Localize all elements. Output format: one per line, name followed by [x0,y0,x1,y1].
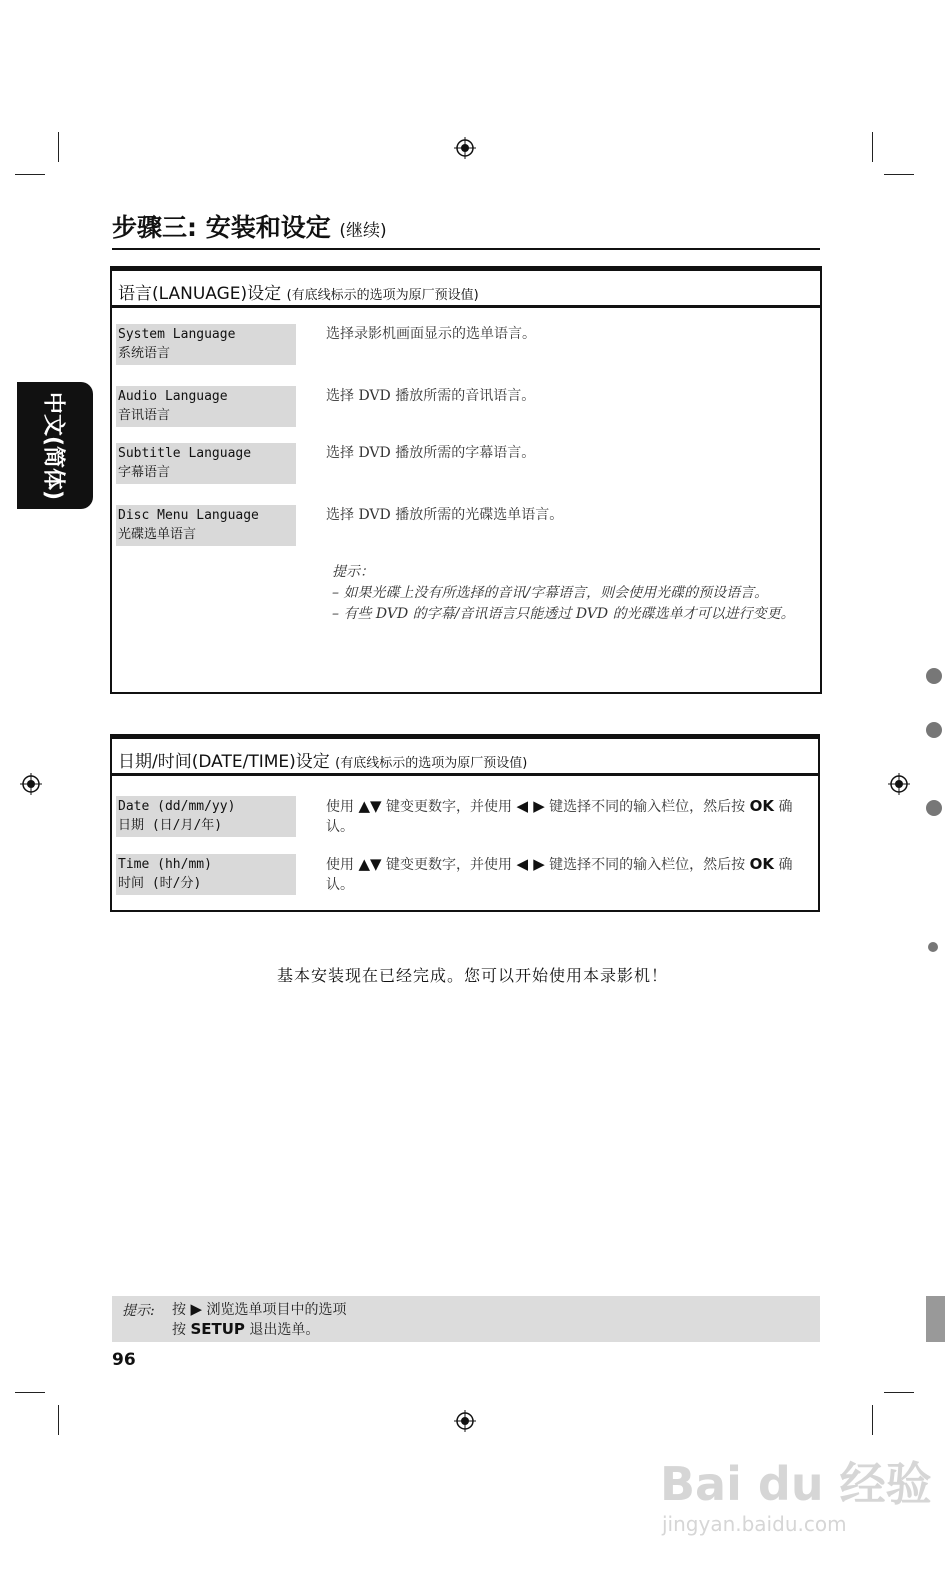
edge-dot [926,722,942,738]
completion-message: 基本安装现在已经完成。您可以开始使用本录影机！ [276,966,668,985]
desc-text: 使用 [326,799,359,815]
label-chinese: 日期 (日/月/年) [118,818,223,833]
tip-line: – 如果光碟上没有所选择的音讯/字幕语言，则会使用光碟的预设语言。 [332,585,769,601]
page-title [112,208,387,244]
table-heading-text: 日期/时间(DATE/TIME)设定 [118,752,330,772]
desc-text: 确认。 [326,857,793,893]
label-chinese: 系统语言 [118,346,171,361]
crop-mark [884,174,914,175]
label-chinese: 字幕语言 [118,465,171,480]
table-heading [112,268,820,308]
table-row-label [116,324,296,365]
label-english: Audio Language [118,389,228,404]
tip-bar-line [172,1299,346,1319]
up-down-keys: ▲▼ [358,855,382,873]
desc-text: 使用 [326,857,359,873]
crop-mark [872,132,873,162]
baidu-watermark [660,1440,932,1550]
desc-text: 键选择不同的输入栏位，然后按 [544,799,750,815]
crop-mark [58,132,59,162]
registration-mark-icon [454,1410,476,1432]
desc-text: 键选择不同的输入栏位，然后按 [544,857,750,873]
table-row-label [116,854,296,895]
label-english: Date (dd/mm/yy) [118,799,236,814]
left-right-keys: ◀ ▶ [516,797,545,815]
right-key: ▶ [190,1300,202,1318]
label-english: System Language [118,327,236,342]
registration-mark-icon [20,773,42,795]
label-english: Time (hh/mm) [118,857,212,872]
label-chinese: 时间 (时/分) [118,876,202,891]
edge-tab [926,1296,945,1342]
watermark-url: jingyan.baidu.com [662,1512,847,1536]
desc-text: 键变更数字，并使用 [381,857,517,873]
page-number: 96 [112,1350,136,1370]
side-tab-label: 中文(简体) [40,391,66,500]
crop-mark [884,1392,914,1393]
title-divider [112,248,820,250]
crop-mark [15,174,45,175]
ok-key: OK [749,855,775,873]
tip-line: – 有些 DVD 的字幕/音讯语言只能透过 DVD 的光碟选单才可以进行变更。 [332,606,795,622]
table-row-label [116,443,296,484]
edge-dot [926,668,942,684]
crop-mark [872,1405,873,1435]
table-heading-note: (有底线标示的选项为原厂预设值) [335,756,528,771]
table-heading [112,736,818,776]
label-english: Subtitle Language [118,446,252,461]
row-description [326,854,816,895]
tip-text: 按 [172,1322,191,1338]
label-chinese: 光碟选单语言 [118,527,197,542]
datetime-settings-table [110,734,820,912]
table-row-label [116,386,296,427]
language-settings-table [110,266,822,694]
desc-text: 键变更数字，并使用 [381,799,517,815]
page-title-suffix: (继续) [339,221,387,241]
watermark-brand: Bai du 经验 [660,1457,932,1511]
crop-mark [58,1405,59,1435]
label-english: Disc Menu Language [118,508,259,523]
crop-mark [15,1392,45,1393]
tip-bar-label: 提示: [122,1303,155,1319]
registration-mark-icon [454,137,476,159]
edge-dot [926,800,942,816]
left-right-keys: ◀ ▶ [516,855,545,873]
row-description: 选择录影机画面显示的选单语言。 [326,326,536,342]
tip-text: 退出选单。 [244,1322,320,1338]
tip-bar-line [172,1319,319,1339]
up-down-keys: ▲▼ [358,797,382,815]
registration-mark-icon [888,773,910,795]
edge-dot [928,942,938,952]
row-description [326,796,816,837]
language-side-tab [17,382,93,509]
setup-key: SETUP [190,1320,245,1338]
page-title-text: 步骤三: 安装和设定 [112,213,331,242]
table-row-label [116,505,296,546]
table-heading-text: 语言(LANUAGE)设定 [118,284,282,304]
tip-bar [112,1296,820,1342]
row-description: 选择 DVD 播放所需的音讯语言。 [326,388,536,404]
ok-key: OK [749,797,775,815]
tips-block [332,562,817,625]
tip-text: 按 [172,1302,191,1318]
row-description: 选择 DVD 播放所需的光碟选单语言。 [326,507,564,523]
table-heading-note: (有底线标示的选项为原厂预设值) [286,288,479,303]
row-description: 选择 DVD 播放所需的字幕语言。 [326,445,536,461]
tip-text: 浏览选单项目中的选项 [202,1302,347,1318]
tips-title: 提示： [332,564,374,580]
desc-text: 确认。 [326,799,793,835]
label-chinese: 音讯语言 [118,408,171,423]
table-row-label [116,796,296,837]
